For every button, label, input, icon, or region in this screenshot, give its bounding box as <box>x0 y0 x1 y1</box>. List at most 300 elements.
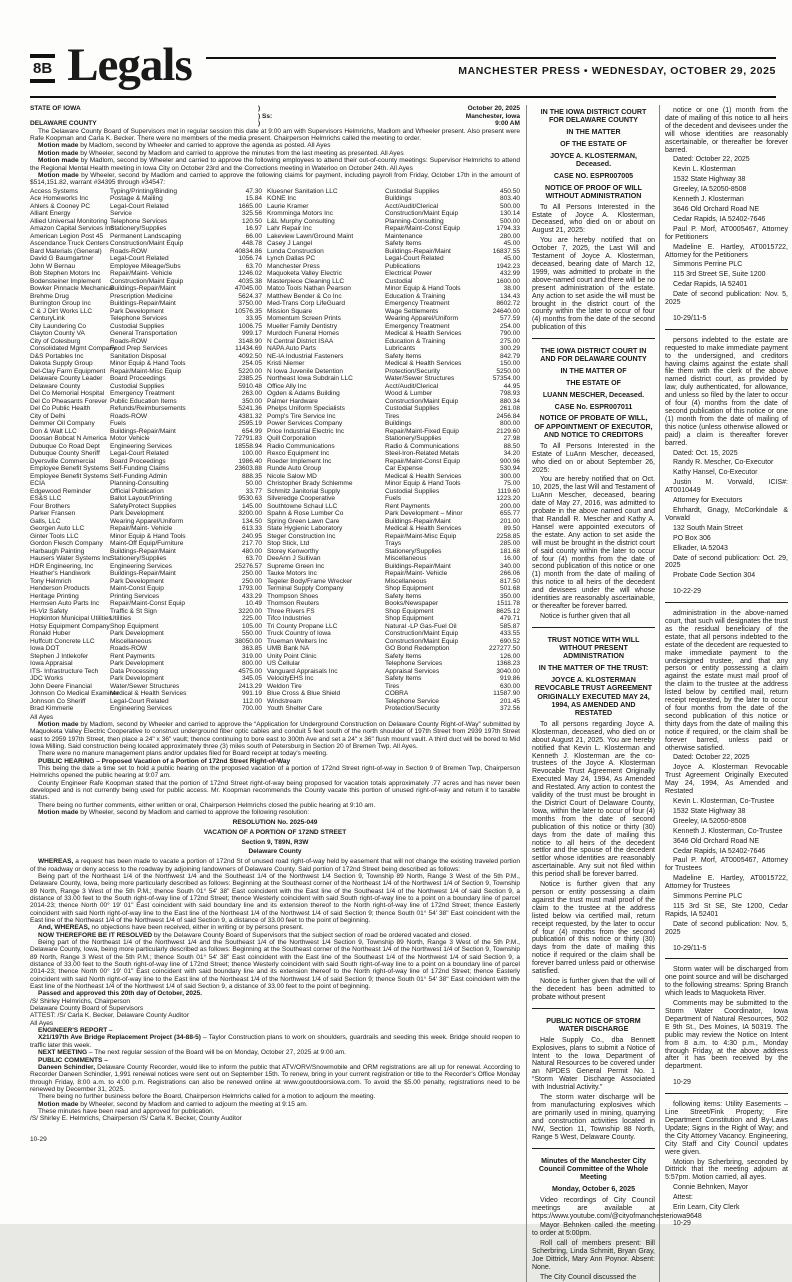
claim-category: Repair/Maint-Misc Equip <box>385 532 457 540</box>
claim-amount: 4381.32 <box>238 412 262 420</box>
claim-amount: 577.59 <box>499 315 520 323</box>
claim-category: Construction/Maint Equip <box>385 397 459 405</box>
claims-row <box>30 203 520 211</box>
paragraph: You are hereby notified that on Oct. 10, 2025, the last Will and Testament of LuAnn Mescher, deceased, bearing date of May 27, 2016, was admitted to probate in the above named court and that Randall R. Mescher and Kathy A. Hansel were appointed executors of the estate. Any action to set aside the will must be brought in the district court of said county within the later to occur of four (4) months from the date of second publication of this notice or one (1) month from the date of mailing of this notice to all heirs of the decedent and devisees under the will whose identities are reasonably ascertainable, or thereafter be forever barred. <box>532 476 655 610</box>
vendor-name: Bard Materials (General) <box>30 247 102 255</box>
claims-row <box>30 330 520 338</box>
claim-category: Maint-Off Equip/Furniture <box>110 540 184 548</box>
claim-amount: 40834.86 <box>234 247 262 255</box>
claims-row <box>30 570 520 578</box>
vendor-name: Terminal Supply Company <box>267 585 344 593</box>
vendor-name: C & J Dirt Works LLC <box>30 307 93 315</box>
claim-category: Miscellaneous <box>110 637 152 645</box>
paragraph: persons indebted to the estate are requested to make immediate payment to the undersigned, and creditors having claims against the estate shall file them with the clerk of the above named district court, as provided by law, duly authenticated, for allowance, and unless so filed by the later to occur of four (4) months from the date of second publication of this notice or one (1) month from the date of mailing of this notice (unless otherwise allowed or paid) a claim is thereafter forever barred. <box>665 336 788 447</box>
claim-category: Books/Newspaper <box>385 600 439 608</box>
paragraph: ENGINEER'S REPORT – <box>38 1027 113 1035</box>
venue-text: DELAWARE COUNTY <box>30 120 97 128</box>
paragraph: Comments may be submitted to the Storm Water Coordinator, Iowa Department of Natural Resources, 502 E 9th St., Des Moines, IA 50319. The public may review the Notice on Intent from 8 a.m. to 4:30 p.m., Monday through Friday, at the above address after it has been received by the department. <box>665 1000 788 1071</box>
claim-amount: 448.78 <box>241 240 262 248</box>
claim-category: Natural -LP Gas-Fuel Oil <box>385 622 457 630</box>
paragraph: Justin M. Vorwald, ICIS#: AT0010449 <box>665 479 788 495</box>
vendor-name: Employee Benefit Systems <box>30 472 109 480</box>
paragraph: Date of second publication: Oct. 29, 2025 <box>665 554 788 570</box>
claim-category: Buildings-Repair/Maint <box>385 562 451 570</box>
paragraph: Joyce A. Klosterman Revocable Trust Agreement Originally Executed May 24, 1994, As Amended and Restated <box>665 764 788 796</box>
vendor-name: ECIA <box>30 480 46 488</box>
notice-heading: JOYCE A. KLOSTERMAN, Deceased. <box>550 151 637 168</box>
paragraph: Paul P. Morf, AT0005467, Attorney for Trustees <box>665 857 788 873</box>
claims-row <box>30 540 520 548</box>
claim-category: Rent Payments <box>110 652 155 660</box>
vendor-name: Phelps Uniform Specialists <box>267 405 345 413</box>
paragraph: Kenneth J. Klosterman <box>673 196 744 204</box>
paragraph: Greeley, IA 52050-8508 <box>673 817 747 825</box>
vendor-name: Kromminga Motors Inc <box>267 210 333 218</box>
claims-row <box>30 428 520 436</box>
claims-row <box>30 255 520 263</box>
venue-text: STATE OF IOWA <box>30 105 81 112</box>
notice-mescher-estate-continued <box>665 329 788 596</box>
claim-category: Tires <box>385 412 400 420</box>
paragraph: 115 3rd Street SE, Suite 1200 <box>673 271 766 279</box>
claim-category: Legal-Court Related <box>110 202 169 210</box>
claims-row <box>30 233 520 241</box>
claim-amount: 325.56 <box>241 210 262 218</box>
paragraph: Passed and approved this 20th day of October, 2025. <box>38 990 203 998</box>
paragraph: The Delaware County Board of Supervisors met in regular session this date at 9:00 am with Supervisors Helmrichs, Madlom and Wheeler present. Also present were Rafe Koopman and Carla K. Becker. There were no members of the media present. Chairperson Helmrichs called the meeting to order. <box>30 127 520 143</box>
claim-category: Legal-Court Related <box>110 255 169 263</box>
vendor-name: Lynch Dallas PC <box>267 255 316 263</box>
claim-amount: 5624.37 <box>238 292 262 300</box>
claim-category: Water/Sewer Structures <box>385 375 455 383</box>
claims-row <box>30 390 520 398</box>
paragraph: Connie Behnken, Mayor <box>673 1184 749 1192</box>
claim-amount: 105.00 <box>241 622 262 630</box>
paragraph: Cedar Rapids, IA 52402-7646 <box>673 847 766 855</box>
claim-category: Public Education Items <box>110 397 177 405</box>
claim-category: Self-Funding Admin <box>110 472 168 480</box>
claim-amount: 16.97 <box>245 225 262 233</box>
claims-row <box>30 555 520 563</box>
vendor-name: Bodensteiner Implement <box>30 277 101 285</box>
claim-category: Car Expense <box>385 465 423 473</box>
paragraph: Motion made by Madlom, second by Wheeler and carried to approve the “Application for Underground Construction on Delaware County Right-of-Way” submitted by Maquoketa Valley Electric Cooperative to construct underground fiber optic cables and conduit 5 feet south of the north shoulder of 197th Street from 2939 197th Street east to 2959 197th Street, then place a 24" x 36" vault; thence continuing to bore east to 300th Ave and set a 24" x 36" flush mount vault. A third duct will be bored to Mid Iowa Milling. Said construction being located approximately three (3) miles south of Petersburg in Section 20 of Bremen Twp. All Ayes. <box>30 720 521 750</box>
vendor-name: Ace Homeworks Inc <box>30 195 89 203</box>
vendor-name: Del Co Pheasants Forever <box>30 397 108 405</box>
vendor-name: Heritage Printing <box>30 592 79 600</box>
claim-amount: 145.00 <box>241 502 262 510</box>
claim-category: Custodial Supplies <box>110 382 165 390</box>
claim-category: Park Development <box>110 630 164 638</box>
claims-row <box>30 585 520 593</box>
paragraph: This being the date a time set to hold a public hearing on the proposed vacation of a portion of 172nd Street right-of-way in Section 9 of Bremen Twp, Chairperson Helmrichs opened the public hearing at 9:07 am. <box>30 764 520 780</box>
notice-klosterman-will-continued <box>665 107 788 323</box>
claim-category: Food Prep Services <box>110 345 168 353</box>
claim-category: Engineering Services <box>110 705 172 713</box>
claim-category: Custodial Supplies <box>110 322 165 330</box>
paragraph: Motion by Scherbring, seconded by Dittrick that the meeting adjourn at 5:57pm. Motion carried, all ayes. <box>665 1158 788 1182</box>
vendor-name: Ascendance Truck Centers <box>30 240 109 248</box>
claim-amount: 261.08 <box>499 405 520 413</box>
vendor-name: Blue Cross & Blue Shield <box>267 690 341 698</box>
vendor-name: Bob Stephen Motors Inc <box>30 270 101 278</box>
claim-amount: 217.70 <box>241 540 262 548</box>
vendor-name: Med-Trans Corp LifeGuard <box>267 300 345 308</box>
claim-amount: 66.00 <box>245 232 262 240</box>
paragraph: Erin Learn, City Clerk <box>673 1204 740 1212</box>
claim-amount: 263.00 <box>241 390 262 398</box>
paragraph: PUBLIC HEARING – Proposed Vacation of a Portion of 172nd Street Right-of-Way <box>38 757 291 765</box>
vendor-name: Quill Corporation <box>267 435 317 443</box>
claim-category: Postage & Mailing <box>110 195 163 203</box>
paragraph: Kenneth J. Klosterman, Co-Trustee <box>673 827 783 835</box>
claim-category: Repair/Maint-Fixed Equip <box>385 427 459 435</box>
notice-storm-water-continued <box>665 958 788 1087</box>
claim-amount: 500.00 <box>499 217 520 225</box>
paragraph: To All Persons Interested in the Estate of Joyce A. Klosterman, Deceased, who died on or about on August 21, 2025: <box>532 203 655 235</box>
paragraph: Video recordings of City Council meetings are available at https://www.youtube.com/@cityofmanchesteriowa9648 <box>532 1196 702 1220</box>
claims-row <box>30 458 520 466</box>
claim-category: Minor Equip & Hand Tools <box>385 480 461 488</box>
claims-row <box>30 615 520 623</box>
vendor-name: US Cellular <box>267 660 301 668</box>
claim-amount: 999.17 <box>241 330 262 338</box>
claim-category: Repair/Maint- Vehicle <box>385 570 448 578</box>
claims-row <box>30 510 520 518</box>
claim-category: Legal-Court Related <box>385 255 444 263</box>
notices-column-right <box>665 105 788 1282</box>
vendor-name: Southtowne Schaul LLC <box>267 502 338 510</box>
claim-amount: 340.00 <box>499 562 520 570</box>
claim-amount: 34.20 <box>503 450 520 458</box>
claims-row <box>30 300 520 308</box>
claim-amount: 919.86 <box>499 675 520 683</box>
claim-category: Telephone Services <box>110 217 168 225</box>
claim-amount: 134.50 <box>241 517 262 525</box>
claim-amount: 530.94 <box>499 465 520 473</box>
claim-category: Medical & Health Services <box>110 690 187 698</box>
vendor-name: Johnson Co Medical Examiner <box>30 690 119 698</box>
claim-amount: 350.00 <box>499 592 520 600</box>
paragraph: Kevin L. Klosterman, Co-Trustee <box>673 797 775 805</box>
vendor-name: Gordon Flesch Company <box>30 540 103 548</box>
claims-row <box>30 660 520 668</box>
paragraph: Motion made by Wheeler, second by Madlom and carried to approve the following resolution: <box>38 809 310 816</box>
claim-category: Fuels <box>385 495 402 503</box>
claim-amount: 10.49 <box>245 600 262 608</box>
vendor-name: Hi-Viz Safety <box>30 607 68 615</box>
claim-amount: 5220.00 <box>238 367 262 375</box>
claim-amount: 45.00 <box>503 240 520 248</box>
claim-amount: 654.99 <box>241 427 262 435</box>
vendor-name: Del Co Public Health <box>30 405 91 413</box>
claim-amount: 2413.29 <box>238 682 262 690</box>
paragraph: 1532 State Highway 38 <box>673 176 746 184</box>
vendor-name: American Legion Post 45 <box>30 232 104 240</box>
paragraph: Madeline E. Hartley, AT0015722, Attorney for Trustees <box>665 875 788 891</box>
claim-category: Buildings <box>385 420 412 428</box>
claim-category: Typing/Printing/Binding <box>110 187 177 195</box>
claims-row <box>30 375 520 383</box>
masthead-text: MANCHESTER PRESS • WEDNESDAY, OCTOBER 29, 2025 <box>458 65 776 77</box>
paragraph: Randy R. Mescher, Co-Executor <box>673 459 774 467</box>
claims-row <box>30 405 520 413</box>
claims-row <box>30 465 520 473</box>
claim-amount: 500.00 <box>499 202 520 210</box>
paragraph: PUBLIC COMMENTS – <box>38 1056 108 1064</box>
claims-row <box>30 473 520 481</box>
claims-row <box>30 338 520 346</box>
claim-amount: 888.35 <box>241 472 262 480</box>
claim-category: Safety Items <box>385 352 422 360</box>
vendor-name: Burrington Group Inc <box>30 300 91 308</box>
claim-amount: 655.77 <box>499 510 520 518</box>
claims-row <box>30 398 520 406</box>
claims-row <box>30 668 520 676</box>
claim-category: GO Bond Redemption <box>385 645 450 653</box>
claim-category: Buildings-Repair/Maint <box>110 285 176 293</box>
claim-category: Traffic & St Sign <box>110 607 157 615</box>
vendor-name: Radio Communications <box>267 442 335 450</box>
venue-text: Manchester, Iowa <box>465 112 520 120</box>
claims-row <box>30 518 520 526</box>
claim-category: Steel-Iron-Related Metals <box>385 450 460 458</box>
claim-amount: 201.00 <box>499 517 520 525</box>
claim-category: Repair/Maint- Vehicle <box>110 270 173 278</box>
claim-category: Telephone Services <box>110 315 168 323</box>
vendor-name: Hausers Water Systems Inc <box>30 555 111 563</box>
notice-heading: JOYCE A. KLOSTERMAN REVOCABLE TRUST AGREEMENT ORIGINALLY EXECUTED MAY 24, 1994, AS AMENDED AND RESTATED <box>534 675 653 718</box>
vendor-name: Dubuque Co Road Dept <box>30 442 100 450</box>
notice-heading: CASE No. ESPR007011 <box>554 402 633 411</box>
vendor-name: Johnson Co Sheriff <box>30 697 86 705</box>
claims-row <box>30 278 520 286</box>
vendor-name: David G Baumgartner <box>30 255 94 263</box>
claim-category: Official Publication <box>110 487 164 495</box>
claim-category: Roads-ROW <box>110 645 148 653</box>
vendor-name: Stephen J Intlekofer <box>30 652 89 660</box>
claim-amount: 350.00 <box>241 397 262 405</box>
claim-category: Medical & Health Services <box>385 360 462 368</box>
vendor-name: State Hygienic Laboratory <box>267 525 343 533</box>
masthead <box>30 39 776 98</box>
claim-amount: 613.33 <box>241 525 262 533</box>
claims-row <box>30 210 520 218</box>
claims-row <box>30 263 520 271</box>
paragraph: administration in the above-named court, that such will designates the trust as the residual beneficiary of the estate, that all persons indebted to the estate of the decedent are requested to make immediate payment to the undersigned trustee, and that any person or entity possessing a claim against the estate must mail proof of the claim to the trustee at the address listed below by certified mail, return receipt requested, by the later to occur of four months from the date of the second publication of this notice or thirty days from the date of mailing this notice if required, or the claim shall be forever barred, unless paid or otherwise satisfied. <box>665 610 788 752</box>
vendor-name: L&L Murphy Consulting <box>267 217 335 225</box>
claim-category: Telephone Service <box>385 697 439 705</box>
claim-category: Minor Equip & Hand Tools <box>110 360 186 368</box>
vendor-name: Demmer Oil Company <box>30 420 95 428</box>
vendor-name: Mission Square <box>267 307 313 315</box>
claim-category: Electrical Power <box>385 270 432 278</box>
claims-row <box>30 293 520 301</box>
claim-category: Medical & Health Services <box>385 330 462 338</box>
masthead-left <box>30 39 192 91</box>
notice-heading: Minutes of the Manchester City Council Committee of the Whole Meeting <box>538 1156 649 1182</box>
paragraph: Daneen Schindler, Delaware County Recorder, would like to inform the public that ATV/ORV/Snowmobile and ORM registrations are all up for renewal. According to Recorder Daneen Schindler, 1,991 renewal notices were sent out on September 15th. To renew, bring in your current registration or title to the Recorder's Office Monday through Friday, 8:00 a.m. to 4:00 p.m. Registrations can also be renewed online at www.gooutdoorsiowa.com. To avoid the $5.00 penalty, registrations need to be renewed by December 31, 2025. <box>30 1063 520 1093</box>
claims-row <box>30 218 520 226</box>
claim-amount: 38.00 <box>503 285 520 293</box>
claim-category: Board Proceedings <box>110 375 166 383</box>
paragraph: Section 9, T89N, R3W <box>241 838 309 846</box>
vendor-name: Don & Walt LLC <box>30 427 77 435</box>
claims-row <box>30 450 520 458</box>
claim-amount: 8602.72 <box>496 300 520 308</box>
claims-row <box>30 420 520 428</box>
vendor-name: Dakota Supply Group <box>30 360 93 368</box>
vendor-name: Access Systems <box>30 187 79 195</box>
claim-category: Trays <box>385 540 402 548</box>
claim-amount: 1223.20 <box>496 495 520 503</box>
claim-amount: 47045.00 <box>234 285 262 293</box>
vendor-name: Ginter Tools LLC <box>30 532 79 540</box>
paragraph: To All Persons Interested in the Estate of LuAnn Mescher, deceased, who died on or about September 26, 2025: <box>532 442 655 474</box>
vendor-name: Kristi Niemer <box>267 360 305 368</box>
claim-amount: 3200.00 <box>238 510 262 518</box>
claim-category: Park Development <box>110 675 164 683</box>
claim-amount: 4035.38 <box>238 277 262 285</box>
claims-row <box>30 705 520 713</box>
paragraph: Attest: <box>673 1194 693 1202</box>
paragraph: Kathy Hansel, Co-Executor <box>673 469 758 477</box>
claim-amount: 16837.55 <box>492 247 520 255</box>
claim-category: Custodial <box>385 277 413 285</box>
claim-category: Printing Services <box>110 592 160 600</box>
claim-category: Medical & Health Services <box>385 525 462 533</box>
page-content <box>30 105 788 1282</box>
vendor-name: Rexco Equipment Inc <box>267 450 330 458</box>
claim-category: Radio & Communications <box>385 442 459 450</box>
claim-amount: 130.14 <box>499 210 520 218</box>
vendor-name: Manchester Press <box>267 262 320 270</box>
county-board-minutes <box>30 105 527 1282</box>
claim-category: Wearing Apparel/Uniform <box>385 315 459 323</box>
claim-category: Stationery/Supplies <box>110 225 167 233</box>
publication-tag: 10-29 <box>30 1135 47 1143</box>
paragraph: Mayor Behnken called the meeting to order at 5:00pm. <box>532 1222 655 1238</box>
claim-category: Buildings-Repair/Maint <box>385 517 451 525</box>
claim-category: Ballot Layout/Printing <box>110 495 172 503</box>
claim-amount: 4092.50 <box>238 352 262 360</box>
claim-amount: 201.45 <box>499 697 520 705</box>
vendor-name: Nicole Salow MD <box>267 472 317 480</box>
claim-category: Repair/Maint- Vehicle <box>110 525 173 533</box>
claim-amount: 1942.23 <box>496 262 520 270</box>
claim-category: Education & Training <box>385 337 446 345</box>
claim-amount: 433.29 <box>241 592 262 600</box>
notice-heading: Monday, October 6, 2025 <box>551 1184 636 1193</box>
claim-amount: 1056.74 <box>238 255 262 263</box>
claims-row <box>30 548 520 556</box>
claim-category: Roads-ROW <box>110 247 148 255</box>
vendor-name: Delaware County Leader <box>30 375 103 383</box>
claim-category: Park Development <box>110 577 164 585</box>
claims-row <box>30 285 520 293</box>
claim-category: Permanent Landscaping <box>110 232 181 240</box>
vendor-name: Four Brothers <box>30 502 71 510</box>
claim-category: Emergency Treatment <box>385 322 450 330</box>
claims-row <box>30 533 520 541</box>
paragraph: Dated: October 22, 2025 <box>673 754 750 762</box>
vendor-name: Youth Shelter Care <box>267 705 323 713</box>
claim-category: Miscellaneous <box>385 577 427 585</box>
claims-row <box>30 503 520 511</box>
vendor-name: JDC Works <box>30 675 63 683</box>
vendor-name: Dyersville Commercial <box>30 457 96 465</box>
page-number: 8B <box>30 54 55 83</box>
paragraph: Being part of the Northeast 1/4 of the Northwest 1/4 and the Southeast 1/4 of the Northwest 1/4 Section 9, Township 89 North, Range 3 West of the 5th P.M., Delaware County, Iowa, being more particularly described as follows: Beginning at the Southeast corner of the Northeast 1/4 of the Northwest 1/4 of Section 9, Township 89 North, Range 3 West of the 5th P.M.; thence South 01° 54' 38" East coincident with the East line of the Southeast 1/4 of the Northwest 1/4 of said Section 9, a distance of 33.00 feet to the South right-of-way line of 172nd Street; thence Westerly coincident with said South right-of-way line to a point on a boundary line of parcel 2014-23; thence North 00° 19' 01" East coincident with said boundary line and its extension thereof to the North right-of-way line of 172nd Street; thence Easterly coincident with said North right-of-way line to the East line of the Northeast 1/4 of the Northwest 1/4 of said Section 9; thence South 01° 54' 38" East coincident with the East line of the Northeast 1/4 of the Northwest 1/4 of said Section 9, a distance of 33.00 feet to the point of beginning. <box>30 872 520 924</box>
vendor-name: Thomson Reuters <box>267 600 320 608</box>
vendor-name: Doosan Bobcat N America <box>30 435 107 443</box>
vendor-name: Thompson Shoes <box>267 592 319 600</box>
claims-row <box>30 578 520 586</box>
claim-category: Repair/Maint-Const Equip <box>385 225 460 233</box>
paragraph: RESOLUTION No. 2025-049 <box>232 818 318 826</box>
claims-row <box>30 225 520 233</box>
claim-amount: 480.00 <box>241 547 262 555</box>
paragraph: NEXT MEETING – The next regular session of the Board will be on Monday, October 27, 2025 at 9:00 am. <box>38 1049 346 1057</box>
claims-row <box>30 323 520 331</box>
claims-row <box>30 608 520 616</box>
claim-category: Water/Sewer Structures <box>110 682 180 690</box>
vendor-name: Laurie Kramer <box>267 202 309 210</box>
vendor-name: Lahr Repair Inc <box>267 225 312 233</box>
vendor-name: Georgen Auto LLC <box>30 525 85 533</box>
claim-category: Repair/Maint-Const Equip <box>385 457 460 465</box>
claims-row <box>30 270 520 278</box>
claim-category: Legal-Court Related <box>110 450 169 458</box>
paragraph: NOW THEREFORE BE IT RESOLVED by the Delaware County Board of Supervisors that the subject section of road be ordered vacated and closed. <box>38 931 472 939</box>
paragraph: 3646 Old Orchard Road NE <box>673 205 759 213</box>
paragraph: 132 South Main Street <box>673 524 743 532</box>
paragraph: 1532 State Highway 38 <box>673 807 746 815</box>
paragraph: Dated: October 22, 2025 <box>673 156 750 164</box>
claim-amount: 790.00 <box>499 330 520 338</box>
claim-amount: 88.50 <box>503 442 520 450</box>
claim-category: Park Development <box>110 307 164 315</box>
claim-amount: 1368.23 <box>496 660 520 668</box>
notice-mescher-estate <box>532 338 655 621</box>
claim-category: Repair/Maint-Const Equip <box>110 600 185 608</box>
vendor-name: Steger Construction Inc <box>267 532 336 540</box>
vendor-name: Vanguard Appraisals Inc <box>267 667 338 675</box>
claim-amount: 254.00 <box>499 322 520 330</box>
vendor-name: Kluesner Sanitation LLC <box>267 187 338 195</box>
claim-amount: 1006.75 <box>238 322 262 330</box>
claim-amount: 44.95 <box>503 382 520 390</box>
legal-notices <box>532 105 788 1282</box>
claim-category: Motor Vehicle <box>110 435 150 443</box>
vendor-name: Del-Clay Farm Equipment <box>30 367 106 375</box>
publication-tag: 10-29/11-5 <box>673 944 707 952</box>
claim-category: Protection/Security <box>385 705 440 713</box>
claim-category: Construction/Maint Equip <box>385 210 459 218</box>
claim-amount: 250.00 <box>241 577 262 585</box>
claims-row <box>30 525 520 533</box>
claim-amount: 5241.36 <box>238 405 262 413</box>
claim-amount: 266.06 <box>499 570 520 578</box>
claim-category: Roads-ROW <box>110 412 148 420</box>
claim-amount: 4575.00 <box>238 667 262 675</box>
vendor-name: City of Delhi <box>30 412 66 420</box>
claims-row <box>30 600 520 608</box>
claim-category: Telephone Services <box>385 660 443 668</box>
claim-amount: 25276.57 <box>234 562 262 570</box>
vendor-name: Iowa DOT <box>30 645 60 653</box>
paragraph: Attorney for Executors <box>673 497 743 505</box>
